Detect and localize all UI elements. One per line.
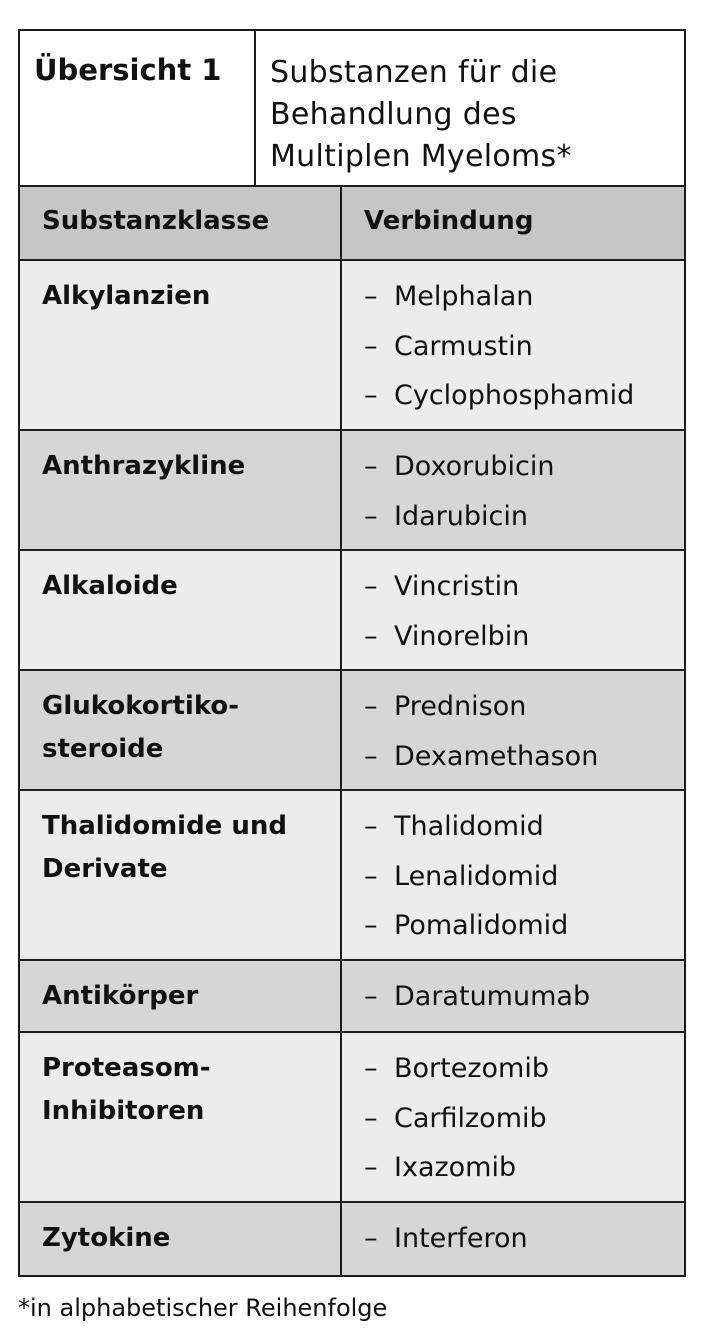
- substance-class-cell: [20, 261, 342, 429]
- substance-class-cell: [20, 671, 342, 789]
- compound-item: [364, 492, 684, 542]
- compound-name: Daratumumab: [394, 981, 591, 1012]
- substance-class-cell: [20, 551, 342, 669]
- dash-bullet: –: [364, 1053, 378, 1084]
- compound-item: [364, 1143, 684, 1193]
- substance-class-line: Glukokortiko-: [42, 691, 240, 721]
- table-row: [20, 431, 684, 551]
- compound-name: Pomalidomid: [394, 910, 569, 941]
- table-row: [20, 261, 684, 431]
- compound-name: Doxorubicin: [394, 451, 555, 482]
- compound-item: [364, 901, 684, 951]
- compound-item: [364, 272, 684, 322]
- title-row: [20, 31, 684, 187]
- substance-class-cell: [20, 791, 342, 959]
- table-row: [20, 961, 684, 1033]
- table-row: [20, 1033, 684, 1203]
- compound-cell: [342, 1033, 684, 1201]
- dash-bullet: –: [364, 1223, 378, 1254]
- compound-name: Vincristin: [394, 571, 520, 602]
- dash-bullet: –: [364, 451, 378, 482]
- substance-class-line: Antikörper: [42, 981, 199, 1011]
- compound-name: Vinorelbin: [394, 620, 530, 652]
- dash-bullet: –: [364, 860, 378, 892]
- header-substance-class: Substanzklasse: [20, 187, 342, 259]
- compound-item: [364, 1044, 684, 1094]
- compound-name: Dexamethason: [394, 740, 599, 772]
- table-title: [256, 31, 684, 185]
- dash-bullet: –: [364, 620, 378, 652]
- compound-item: [364, 682, 684, 732]
- compound-cell: [342, 961, 684, 1031]
- compound-name: Idarubicin: [394, 500, 528, 532]
- dash-bullet: –: [364, 691, 378, 722]
- compound-name: Interferon: [394, 1223, 528, 1254]
- compound-item: [364, 972, 684, 1022]
- substance-class-line: Alkaloide: [42, 571, 178, 601]
- dash-bullet: –: [364, 910, 378, 941]
- overview-table: [18, 29, 686, 1277]
- header-compound: Verbindung: [364, 206, 534, 236]
- substance-class-line: steroide: [42, 734, 164, 764]
- compound-name: Lenalidomid: [394, 860, 559, 892]
- substance-class-line: Thalidomide und: [42, 811, 288, 841]
- substance-class-cell: [20, 961, 342, 1031]
- overview-label: Übersicht 1: [20, 31, 256, 185]
- compound-item: [364, 732, 684, 782]
- dash-bullet: –: [364, 571, 378, 602]
- compound-name: Bortezomib: [394, 1053, 549, 1084]
- compound-item: [364, 562, 684, 612]
- compound-item: [364, 612, 684, 662]
- table-row: [20, 671, 684, 791]
- compound-item: [364, 1094, 684, 1144]
- compound-name: Thalidomid: [394, 811, 544, 842]
- compound-cell: [342, 791, 684, 959]
- compound-cell: [342, 671, 684, 789]
- substance-class-cell: [20, 1033, 342, 1201]
- compound-name: Carfilzomib: [394, 1102, 547, 1134]
- compound-item: [364, 322, 684, 372]
- compound-cell: [342, 261, 684, 429]
- header-row: [20, 187, 684, 261]
- table-row: [20, 551, 684, 671]
- table-row: [20, 791, 684, 961]
- compound-name: Prednison: [394, 691, 527, 722]
- substance-class-cell: [20, 1203, 342, 1275]
- substance-class-line: Alkylanzien: [42, 281, 211, 311]
- dash-bullet: –: [364, 740, 378, 772]
- substance-class-line: Derivate: [42, 854, 168, 884]
- dash-bullet: –: [364, 811, 378, 842]
- compound-name: Ixazomib: [394, 1152, 517, 1183]
- compound-item: [364, 802, 684, 852]
- table-row: [20, 1203, 684, 1275]
- compound-item: [364, 442, 684, 492]
- substance-class-line: Anthrazykline: [42, 451, 246, 481]
- dash-bullet: –: [364, 281, 378, 312]
- compound-item: [364, 852, 684, 902]
- table-title-line: Substanzen für die: [270, 55, 558, 90]
- table-title-line: Multiplen Myeloms*: [270, 139, 572, 174]
- table-body: [20, 261, 684, 1275]
- compound-item: [364, 371, 684, 421]
- dash-bullet: –: [364, 1152, 378, 1183]
- compound-cell: [342, 1203, 684, 1275]
- compound-cell: [342, 431, 684, 549]
- dash-bullet: –: [364, 981, 378, 1012]
- substance-class-line: Zytokine: [42, 1223, 171, 1253]
- substance-class-cell: [20, 431, 342, 549]
- compound-item: [364, 1214, 684, 1264]
- compound-name: Carmustin: [394, 330, 533, 362]
- compound-name: Cyclophosphamid: [394, 380, 635, 411]
- substance-class-line: Inhibitoren: [42, 1096, 205, 1126]
- dash-bullet: –: [364, 330, 378, 362]
- compound-cell: [342, 551, 684, 669]
- dash-bullet: –: [364, 380, 378, 411]
- compound-name: Melphalan: [394, 281, 534, 312]
- dash-bullet: –: [364, 500, 378, 532]
- substance-class-line: Proteasom-: [42, 1053, 211, 1083]
- footnote: *in alphabetischer Reihenfolge: [18, 1294, 388, 1322]
- table-title-line: Behandlung des: [270, 97, 517, 132]
- dash-bullet: –: [364, 1102, 378, 1134]
